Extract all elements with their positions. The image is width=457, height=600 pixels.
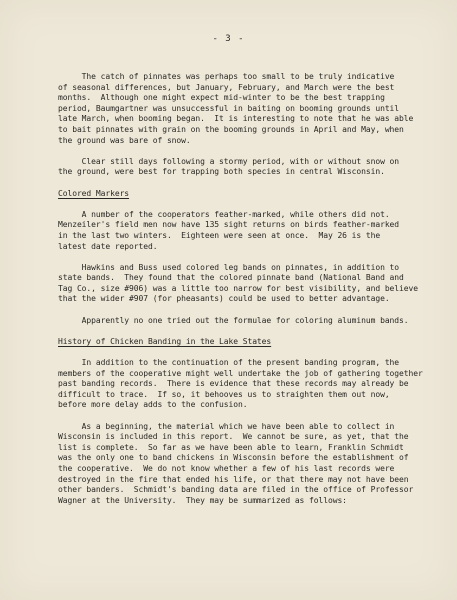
text-line: that the wider #907 (for pheasants) could be used to better advantage. [58,294,390,304]
text-line: In addition to the continuation of the present banding program, the [58,358,400,368]
text-line: list is complete. So far as we have been able to learn, Franklin Schmidt [58,442,404,452]
page-number: - 3 - [212,34,245,44]
paragraph-wisconsin-material [58,421,414,507]
text-line: members of the cooperative might well undertake the job of gathering together [58,368,423,378]
text-line: the cooperative. We do not know whether a few of his last records were [58,463,395,473]
paragraph-feather-marked [58,210,406,252]
paragraph-aluminum-bands [58,315,409,327]
text-line: Clear still days following a stormy period, with or without snow on [58,156,400,166]
text-line: difficult to trace. If so, it behooves us to straighten them out now, [58,389,390,399]
text-line: A number of the cooperators feather-marked, while others did not. [58,209,390,219]
text-line: late March, when booming began. It is interesting to note that he was able [58,114,414,124]
text-line: the ground was bare of snow. [58,135,191,145]
text-line: months. Although one might expect mid-winter to be the best trapping [58,93,385,103]
paragraph-trapping-season [58,72,414,146]
text-line: Hawkins and Buss used colored leg bands on pinnates, in addition to [58,262,400,272]
text-line: Wagner at the University. They may be summarized as follows: [58,495,347,505]
section-heading-colored-markers: Colored Markers [58,188,130,198]
text-line: As a beginning, the material which we have been able to collect in [58,421,395,431]
text-line: period, Baumgartner was unsuccessful in baiting on booming grounds until [58,103,400,113]
text-line: The catch of pinnates was perhaps too small to be truly indicative [58,72,395,81]
text-line: before more delay adds to the confusion. [58,400,248,410]
text-line: to bait pinnates with grain on the booming grounds in April and May, when [58,124,404,134]
section-heading-history: History of Chicken Banding in the Lake States [58,336,272,346]
text-line: Menzeiler's field men now have 135 sight returns on birds feather-marked [58,220,400,230]
text-line: latest date reported. [58,241,158,251]
text-line: in the last two winters. Eighteen were seen at once. May 26 is the [58,230,381,240]
paragraph-banding-records [58,358,423,411]
text-line: of seasonal differences, but January, February, and March were the best [58,82,395,92]
paragraph-clear-days [58,157,406,178]
text-line: Apparently no one tried out the formulae for coloring aluminum bands. [58,315,409,325]
paragraph-leg-bands [58,262,418,305]
text-line: was the only one to band chickens in Wisconsin before the establishment of [58,453,409,463]
text-line: past banding records. There is evidence that these records may already be [58,379,409,389]
text-line: the ground, were best for trapping both species in central Wisconsin. [58,167,385,177]
document-body [58,72,423,506]
text-line: state bands. They found that the colored pinnate band (National Band and [58,273,404,283]
text-line: Tag Co., size #906) was a little too narrow for best visibility, and believe [58,283,418,293]
text-line: destroyed in the fire that ended his life, or that there may not have been [58,474,409,484]
text-line: Wisconsin is included in this report. We cannot be sure, as yet, that the [58,432,409,442]
text-line: other banders. Schmidt's banding data are filed in the office of Professor [58,485,414,495]
